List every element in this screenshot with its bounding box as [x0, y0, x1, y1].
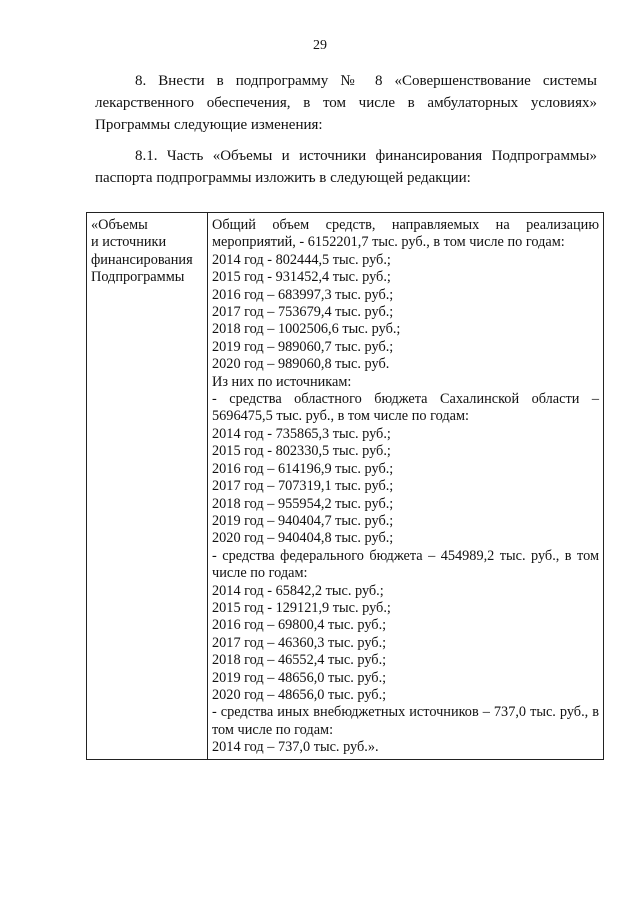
extrabudgetary-intro: - средства иных внебюджетных источников – 737,0 тыс. руб., в том числе по годам:: [212, 704, 599, 738]
year-line: 2020 год – 48656,0 тыс. руб.;: [212, 686, 387, 703]
sources-heading: Из них по источникам:: [212, 373, 352, 390]
section-title-line: «Объемы: [91, 217, 148, 233]
year-line: 2018 год – 955954,2 тыс. руб.;: [212, 495, 394, 512]
year-line: 2014 год - 65842,2 тыс. руб.;: [212, 582, 384, 599]
paragraph-8-1: 8.1. Часть «Объемы и источники финансирования Подпрограммы» паспорта подпрограммы изложить в следующей редакции:: [95, 148, 597, 186]
year-line: 2016 год – 614196,9 тыс. руб.;: [212, 460, 394, 477]
federal-budget-intro: - средства федерального бюджета – 454989,2 тыс. руб., в том числе по годам:: [212, 547, 599, 582]
year-line: 2016 год – 69800,4 тыс. руб.;: [212, 617, 387, 634]
year-line: 2017 год – 46360,3 тыс. руб.;: [212, 634, 387, 651]
year-line: 2014 год – 737,0 тыс. руб.».: [212, 739, 379, 756]
year-line: 2017 год – 707319,1 тыс. руб.;: [212, 478, 394, 495]
section-title-line: Подпрограммы: [91, 269, 185, 286]
year-line: 2015 год - 129121,9 тыс. руб.;: [212, 599, 391, 616]
passport-table: [86, 212, 604, 760]
year-line: 2020 год – 940404,8 тыс. руб.;: [212, 530, 394, 547]
year-line: 2015 год - 931452,4 тыс. руб.;: [212, 269, 391, 286]
year-line: 2019 год – 989060,7 тыс. руб.;: [212, 338, 394, 355]
section-title-line: и источники: [91, 234, 167, 251]
page-number: 29: [313, 38, 327, 53]
table-row: [87, 213, 604, 760]
funding-details-cell: [208, 213, 604, 760]
year-line: 2014 год - 735865,3 тыс. руб.;: [212, 425, 391, 442]
year-line: 2020 год – 989060,8 тыс. руб.: [212, 356, 390, 373]
section-title-cell: [87, 213, 208, 760]
year-line: 2016 год – 683997,3 тыс. руб.;: [212, 286, 394, 303]
paragraph-8: 8. Внести в подпрограмму № 8 «Совершенствование системы лекарственного обеспечения, в том числе в амбулаторных условиях» Программы следующие изменения:: [95, 73, 597, 133]
year-line: 2014 год - 802444,5 тыс. руб.;: [212, 251, 391, 268]
year-line: 2018 год – 1002506,6 тыс. руб.;: [212, 321, 401, 338]
year-line: 2019 год – 940404,7 тыс. руб.;: [212, 512, 394, 529]
total-funding-intro: Общий объем средств, направляемых на реализацию мероприятий, - 6152201,7 тыс. руб., в том числе по годам:: [212, 217, 599, 251]
year-line: 2018 год – 46552,4 тыс. руб.;: [212, 652, 387, 669]
regional-budget-intro: - средства областного бюджета Сахалинской области – 5696475,5 тыс. руб., в том числе по годам:: [212, 391, 599, 425]
section-title-line: финансирования: [91, 251, 193, 268]
year-line: 2015 год - 802330,5 тыс. руб.;: [212, 443, 391, 460]
year-line: 2017 год – 753679,4 тыс. руб.;: [212, 304, 394, 321]
year-line: 2019 год – 48656,0 тыс. руб.;: [212, 669, 387, 686]
